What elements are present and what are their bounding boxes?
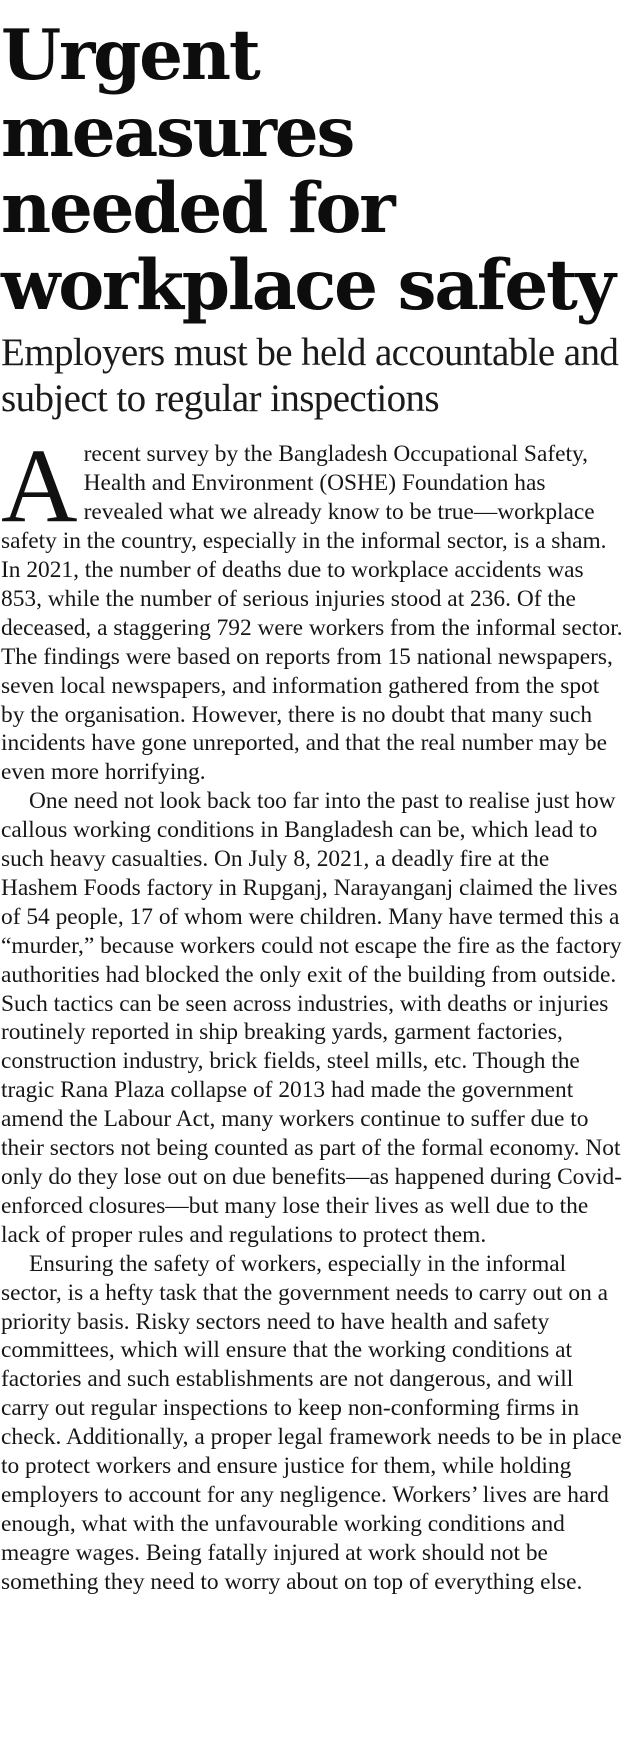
article-body bbox=[1, 427, 627, 1596]
subheadline: Employers must be held accountable and subject to regular inspections bbox=[1, 331, 619, 421]
paragraph-3: Ensuring the safety of workers, especially in the informal sector, is a hefty task that the government needs to carry out on a priority basis. Risky sectors need to have health and safety committees, which will ensure that the working conditions at factories and such establishments are not dangerous, and will carry out regular inspections to keep non-conforming firms in check. Additionally, a proper legal framework needs to be in place to protect workers and ensure justice for them, while holding employers to account for any negligence. Workers’ lives are hard enough, what with the unfavourable working conditions and meagre wages. Being fatally injured at work should not be something they need to worry about on top of everything else. bbox=[1, 1250, 622, 1595]
drop-cap: A bbox=[1, 427, 78, 545]
paragraph-1 bbox=[1, 427, 627, 787]
paragraph-1-text: recent survey by the Bangladesh Occupational Safety, Health and Environment (OSHE) Foundation has revealed what we already know to be true—workplace safety in the country, especially in the informal sector, is a sham. In 2021, the number of deaths due to workplace accidents was 853, while the number of serious injuries stood at 236. Of the deceased, a staggering 792 were workers from the informal sector. The findings were based on reports from 15 national newspapers, seven local newspapers, and information gathered from the spot by the organisation. However, there is no doubt that many such incidents have gone unreported, and that the real number may be even more horrifying. bbox=[1, 441, 623, 786]
headline: Urgent measures needed for workplace safety bbox=[1, 15, 614, 326]
paragraph-2: One need not look back too far into the past to realise just how callous working conditions in Bangladesh can be, which lead to such heavy casualties. On July 8, 2021, a deadly fire at the Hashem Foods factory in Rupganj, Narayanganj claimed the lives of 54 people, 17 of whom were children. Many have termed this a “murder,” because workers could not escape the fire as the factory authorities had blocked the only exit of the building from outside. Such tactics can be seen across industries, with deaths or injuries routinely reported in ship breaking yards, garment factories, construction industry, brick fields, steel mills, etc. Though the tragic Rana Plaza collapse of 2013 had made the government amend the Labour Act, many workers continue to suffer due to their sectors not being counted as part of the formal economy. Not only do they lose out on due benefits—as happened during Covid-enforced closures—but many lose their lives as well due to the lack of proper rules and regulations to protect them. bbox=[1, 788, 623, 1248]
